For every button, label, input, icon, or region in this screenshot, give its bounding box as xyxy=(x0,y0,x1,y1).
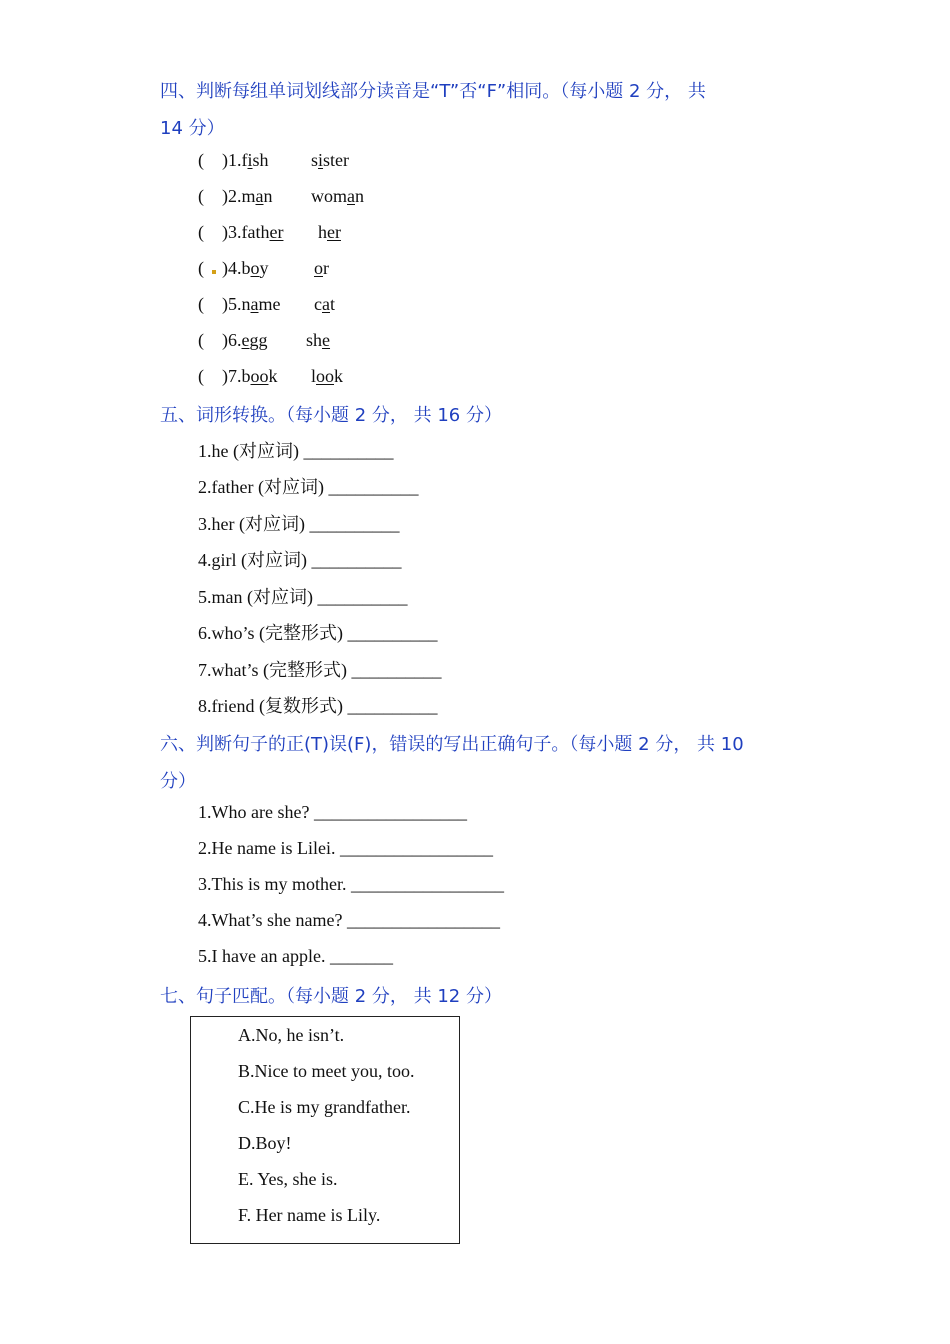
word-2: she xyxy=(306,330,331,350)
word-1: )5.name xyxy=(222,294,281,314)
section6-item-4: 4.What’s she name? _________________ xyxy=(198,910,500,930)
section6-title-cont: 分） xyxy=(160,771,196,792)
section6-item-1: 1.Who are she? _________________ xyxy=(198,802,467,822)
section5-item-7: 7.what’s (完整形式) __________ xyxy=(198,660,442,680)
section5-item-4: 4.girl (对应词) __________ xyxy=(198,550,402,570)
section4-title: 四、判断每组单词划线部分读音是“T”否“F”相同。（每小题 2 分， 共 xyxy=(160,81,706,102)
option-a: A.No, he isn’t. xyxy=(238,1025,345,1045)
section5-item-3: 3.her (对应词) __________ xyxy=(198,514,400,534)
section5-item-6: 6.who’s (完整形式) __________ xyxy=(198,623,438,643)
word-1: )4.boy xyxy=(222,258,269,278)
section6-item-2: 2.He name is Lilei. _________________ xyxy=(198,838,493,858)
answer-paren: ( xyxy=(198,294,204,314)
option-f: F. Her name is Lily. xyxy=(238,1205,381,1225)
option-c: C.He is my grandfather. xyxy=(238,1097,411,1117)
word-1: )7.book xyxy=(222,366,278,386)
word-2: woman xyxy=(311,186,364,206)
section5-title: 五、词形转换。（每小题 2 分， 共 16 分） xyxy=(160,405,502,426)
word-2: look xyxy=(311,366,344,386)
section7-title: 七、句子匹配。（每小题 2 分， 共 12 分） xyxy=(160,986,502,1007)
answer-paren: ( xyxy=(198,366,204,386)
section6-item-3: 3.This is my mother. _________________ xyxy=(198,874,504,894)
answer-paren: ( xyxy=(198,222,204,242)
section5-item-2: 2.father (对应词) __________ xyxy=(198,477,419,497)
option-b: B.Nice to meet you, too. xyxy=(238,1061,415,1081)
stray-mark xyxy=(212,270,216,274)
word-1: )6.egg xyxy=(222,330,268,350)
word-2: her xyxy=(318,222,341,242)
section5-item-8: 8.friend (复数形式) __________ xyxy=(198,696,438,716)
word-2: cat xyxy=(314,294,336,314)
word-2: sister xyxy=(311,150,350,170)
section6-item-5: 5.I have an apple. _______ xyxy=(198,946,393,966)
answer-paren: ( xyxy=(198,186,204,206)
word-1: )2.man xyxy=(222,186,273,206)
section4-title-cont: 14 分） xyxy=(160,118,225,139)
option-d: D.Boy! xyxy=(238,1133,292,1153)
word-1: )3.father xyxy=(222,222,284,242)
answer-paren: ( xyxy=(198,330,204,350)
section5-item-5: 5.man (对应词) __________ xyxy=(198,587,408,607)
section6-title: 六、判断句子的正(T)误(F)，错误的写出正确句子。（每小题 2 分， 共 10 xyxy=(160,734,744,755)
answer-paren: ( xyxy=(198,258,204,278)
answer-paren: ( xyxy=(198,150,204,170)
word-1: )1.fish xyxy=(222,150,269,170)
option-e: E. Yes, she is. xyxy=(238,1169,338,1189)
section5-item-1: 1.he (对应词) __________ xyxy=(198,441,394,461)
word-2: or xyxy=(314,258,329,278)
